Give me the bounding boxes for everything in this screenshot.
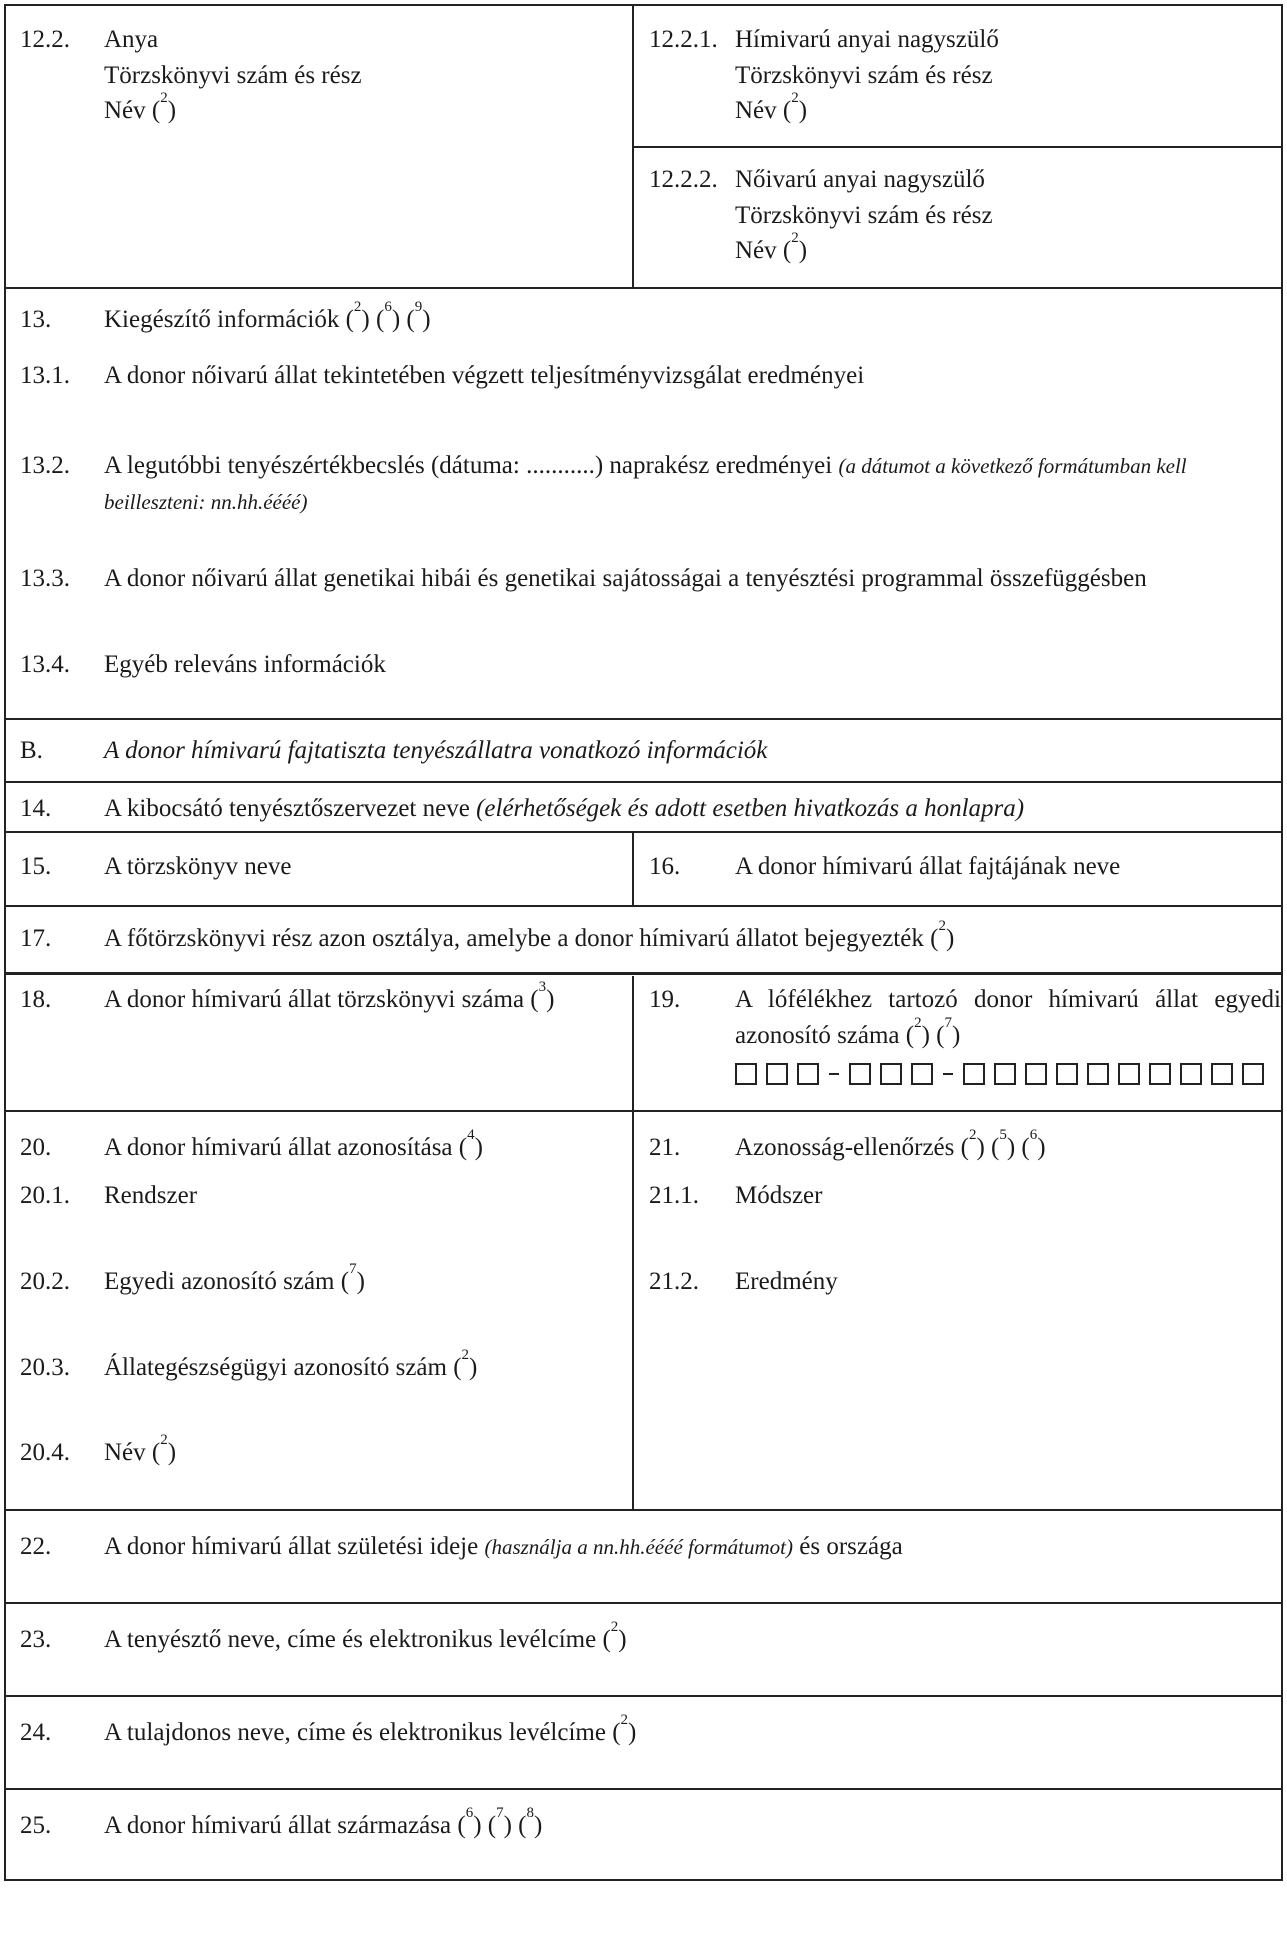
field-label: Név bbox=[735, 97, 777, 124]
section-number: 21. bbox=[649, 1134, 681, 1161]
section-b bbox=[20, 733, 1270, 769]
section-number: 21.1. bbox=[649, 1182, 699, 1209]
ueln-digit-box[interactable] bbox=[911, 1063, 933, 1085]
footnote-ref: 8 bbox=[526, 1805, 534, 1821]
section-21-2 bbox=[649, 1264, 1269, 1300]
field-label: Törzskönyvi szám és rész bbox=[735, 61, 993, 89]
section-number: 13.2. bbox=[20, 452, 70, 479]
field-label: A főtörzskönyvi rész azon osztálya, amelybe a donor hímivarú állatot bejegyezték bbox=[104, 925, 924, 952]
section-13-2 bbox=[20, 448, 1270, 519]
ueln-separator bbox=[943, 1073, 953, 1075]
footnote-ref: 2 bbox=[620, 1712, 629, 1728]
field-label: Egyedi azonosító szám bbox=[104, 1268, 335, 1295]
field-label: Eredmény bbox=[735, 1268, 838, 1295]
divider bbox=[6, 1788, 1281, 1790]
section-14 bbox=[20, 791, 1270, 827]
footnote-ref: 4 bbox=[467, 1127, 475, 1143]
footnote-ref: 2 bbox=[461, 1347, 470, 1363]
section-number: 15. bbox=[20, 853, 52, 880]
ueln-digit-box[interactable] bbox=[735, 1063, 757, 1085]
section-21-1 bbox=[649, 1178, 1269, 1214]
field-title: Hímivarú anyai nagyszülő bbox=[735, 26, 999, 53]
field-label: A legutóbbi tenyészértékbecslés (dátuma: ...........) naprakész eredményei bbox=[104, 452, 833, 479]
divider bbox=[6, 905, 1281, 907]
footnote-ref: 2 bbox=[160, 1432, 168, 1448]
field-label: Egyéb releváns információk bbox=[104, 651, 386, 678]
section-20: 20. A donor hímivarú állat azonosítása ($^4$) bbox=[20, 1130, 620, 1166]
field-label: A donor hímivarú állat fajtájának neve bbox=[735, 853, 1121, 880]
section-number: 12.2. bbox=[20, 26, 70, 53]
footnote-ref: 6 bbox=[465, 1805, 474, 1821]
ueln-digit-box[interactable] bbox=[963, 1063, 985, 1085]
section-12-2: 12.2. Anya Törzskönyvi szám és rész Név ($^2$) bbox=[20, 22, 620, 129]
divider bbox=[6, 972, 1281, 975]
format-hint: (használja a nn.hh.éééé formátumot) bbox=[484, 1535, 794, 1559]
footnote-ref: 2 bbox=[353, 299, 362, 315]
section-number: 25. bbox=[20, 1812, 52, 1839]
field-label: A donor nőivarú állat tekintetében végzett teljesítményvizsgálat eredményei bbox=[104, 362, 865, 389]
section-number: 13.4. bbox=[20, 651, 70, 678]
field-label: Állategészségügyi azonosító szám bbox=[104, 1354, 447, 1381]
field-label: Kiegészítő információk bbox=[104, 306, 340, 333]
column-divider bbox=[632, 976, 634, 1509]
divider bbox=[6, 831, 1281, 833]
divider bbox=[632, 146, 1281, 148]
divider bbox=[6, 781, 1281, 783]
field-label: Név bbox=[104, 97, 146, 124]
column-divider bbox=[632, 831, 634, 905]
footnote-ref: 9 bbox=[414, 299, 423, 315]
section-12-2-2: 12.2.2. Nőivarú anyai nagyszülő Törzskönyvi szám és rész Név ($^2$) bbox=[649, 162, 1269, 269]
certificate-form bbox=[4, 4, 1283, 1881]
ueln-digit-box[interactable] bbox=[1211, 1063, 1233, 1085]
section-number: 14. bbox=[20, 795, 52, 822]
section-number: 20.1. bbox=[20, 1182, 70, 1209]
section-16 bbox=[649, 849, 1269, 885]
field-label: Törzskönyvi szám és rész bbox=[104, 61, 362, 89]
section-number: 17. bbox=[20, 925, 52, 952]
section-number: 20.4. bbox=[20, 1439, 70, 1466]
field-label: A kibocsátó tenyésztőszervezet neve bbox=[104, 795, 470, 822]
section-number: 13.1. bbox=[20, 362, 70, 389]
ueln-digit-box[interactable] bbox=[766, 1063, 788, 1085]
field-label: A tulajdonos neve, címe és elektronikus levélcíme bbox=[104, 1719, 606, 1746]
section-13-1 bbox=[20, 358, 1270, 394]
ueln-digit-box[interactable] bbox=[1118, 1063, 1140, 1085]
section-number: 16. bbox=[649, 853, 681, 880]
section-number: 23. bbox=[20, 1626, 52, 1653]
section-number: 20.3. bbox=[20, 1354, 70, 1381]
section-13-4 bbox=[20, 647, 1270, 683]
section-25: 25. A donor hímivarú állat származása ($^6$) ($^7$) ($^8$) bbox=[20, 1808, 1270, 1844]
section-19: 19. A lófélékhez tartozó donor hímivarú állat egyedi azonosító száma ($^2$) ($^7$) bbox=[649, 982, 1281, 1085]
field-label: A lófélékhez tartozó donor hímivarú állat egyedi azonosító száma bbox=[735, 986, 1281, 1049]
field-label: Azonosság-ellenőrzés bbox=[735, 1134, 955, 1161]
section-number: 24. bbox=[20, 1719, 52, 1746]
field-label: Rendszer bbox=[104, 1182, 198, 1209]
ueln-digit-box[interactable] bbox=[1242, 1063, 1264, 1085]
field-title: Anya bbox=[104, 26, 159, 53]
field-label: Név bbox=[735, 237, 777, 264]
section-24: 24. A tulajdonos neve, címe és elektronikus levélcíme ($^2$) bbox=[20, 1715, 1270, 1751]
footnote-ref: 2 bbox=[791, 90, 799, 106]
ueln-digit-box[interactable] bbox=[1025, 1063, 1047, 1085]
ueln-digit-box[interactable] bbox=[880, 1063, 902, 1085]
footnote-ref: 7 bbox=[496, 1805, 504, 1821]
field-label: Módszer bbox=[735, 1182, 823, 1209]
divider bbox=[6, 1110, 1281, 1112]
field-label: A törzskönyv neve bbox=[104, 853, 292, 880]
section-number: B. bbox=[20, 737, 43, 764]
section-number: 18. bbox=[20, 986, 52, 1013]
column-divider bbox=[632, 6, 634, 287]
section-number: 20.2. bbox=[20, 1268, 70, 1295]
section-number: 22. bbox=[20, 1533, 52, 1560]
ueln-digit-box[interactable] bbox=[994, 1063, 1016, 1085]
section-number: 19. bbox=[649, 986, 681, 1013]
ueln-digit-box[interactable] bbox=[797, 1063, 819, 1085]
field-label: A donor hímivarú állat születési ideje bbox=[104, 1533, 479, 1560]
footnote-ref: 6 bbox=[384, 299, 392, 315]
section-12-2-1: 12.2.1. Hímivarú anyai nagyszülő Törzskönyvi szám és rész Név ($^2$) bbox=[649, 22, 1269, 129]
footnote-ref: 2 bbox=[968, 1127, 977, 1143]
section-22 bbox=[20, 1529, 1270, 1565]
section-number: 21.2. bbox=[649, 1268, 699, 1295]
footnote-ref: 2 bbox=[791, 230, 799, 246]
ueln-digit-box[interactable] bbox=[1056, 1063, 1078, 1085]
section-heading: A donor hímivarú fajtatiszta tenyészállatra vonatkozó információk bbox=[104, 737, 768, 764]
format-hint: (a dátumot a következő formátumban kell beilleszteni: nn.hh.éééé) bbox=[104, 454, 1187, 514]
field-label: Név bbox=[104, 1439, 146, 1466]
field-label: A tenyésztő neve, címe és elektronikus levélcíme bbox=[104, 1626, 597, 1653]
section-21: 21. Azonosság-ellenőrzés ($^2$) ($^5$) ($^6$) bbox=[649, 1130, 1269, 1166]
section-20-1 bbox=[20, 1178, 620, 1214]
footnote-ref: 7 bbox=[349, 1261, 357, 1277]
footnote-ref: 5 bbox=[999, 1127, 1007, 1143]
field-label: A donor hímivarú állat származása bbox=[104, 1812, 452, 1839]
field-label: Törzskönyvi szám és rész bbox=[735, 201, 993, 229]
section-number: 12.2.2. bbox=[649, 166, 718, 193]
footnote-ref: 3 bbox=[538, 979, 547, 995]
ueln-digit-box[interactable] bbox=[1087, 1063, 1109, 1085]
divider bbox=[6, 718, 1281, 720]
footnote-ref: 2 bbox=[938, 918, 946, 934]
ueln-input-boxes[interactable] bbox=[735, 1063, 1281, 1085]
section-18: 18. A donor hímivarú állat törzskönyvi száma ($^3$) bbox=[20, 982, 620, 1018]
section-number: 20. bbox=[20, 1134, 52, 1161]
footnote-ref: 2 bbox=[160, 90, 168, 106]
section-13-3 bbox=[20, 561, 1270, 597]
field-hint: (elérhetőségek és adott esetben hivatkozás a honlapra) bbox=[476, 795, 1025, 822]
section-number: 13.3. bbox=[20, 565, 70, 592]
section-13: 13. Kiegészítő információk ($^2$) ($^6$) ($^9$) bbox=[20, 302, 1270, 338]
field-label: A donor hímivarú állat törzskönyvi száma bbox=[104, 986, 525, 1013]
divider bbox=[6, 287, 1281, 289]
section-number: 13. bbox=[20, 306, 52, 333]
footnote-ref: 2 bbox=[914, 1014, 922, 1031]
ueln-digit-box[interactable] bbox=[1149, 1063, 1171, 1085]
section-20-2: 20.2. Egyedi azonosító szám ($^7$) bbox=[20, 1264, 620, 1300]
ueln-digit-box[interactable] bbox=[849, 1063, 871, 1085]
field-label: A donor hímivarú állat azonosítása bbox=[104, 1134, 453, 1161]
section-number: 12.2.1. bbox=[649, 26, 718, 53]
divider bbox=[6, 1509, 1281, 1511]
section-20-4: 20.4. Név ($^2$) bbox=[20, 1435, 620, 1471]
footnote-ref: 2 bbox=[610, 1619, 619, 1635]
ueln-separator bbox=[829, 1073, 839, 1075]
section-17: 17. A főtörzskönyvi rész azon osztálya, amelybe a donor hímivarú állatot bejegyezték ($^2$) bbox=[20, 921, 1270, 957]
field-label: és országa bbox=[799, 1533, 903, 1560]
section-23: 23. A tenyésztő neve, címe és elektronikus levélcíme ($^2$) bbox=[20, 1622, 1270, 1658]
divider bbox=[6, 1602, 1281, 1604]
divider bbox=[6, 1695, 1281, 1697]
field-title: Nőivarú anyai nagyszülő bbox=[735, 166, 985, 193]
section-15 bbox=[20, 849, 620, 885]
field-label: A donor nőivarú állat genetikai hibái és genetikai sajátosságai a tenyésztési programmal összefüggésben bbox=[104, 565, 1147, 592]
footnote-ref: 7 bbox=[944, 1014, 953, 1031]
section-20-3: 20.3. Állategészségügyi azonosító szám ($^2$) bbox=[20, 1350, 620, 1386]
footnote-ref: 6 bbox=[1029, 1127, 1038, 1143]
ueln-digit-box[interactable] bbox=[1180, 1063, 1202, 1085]
